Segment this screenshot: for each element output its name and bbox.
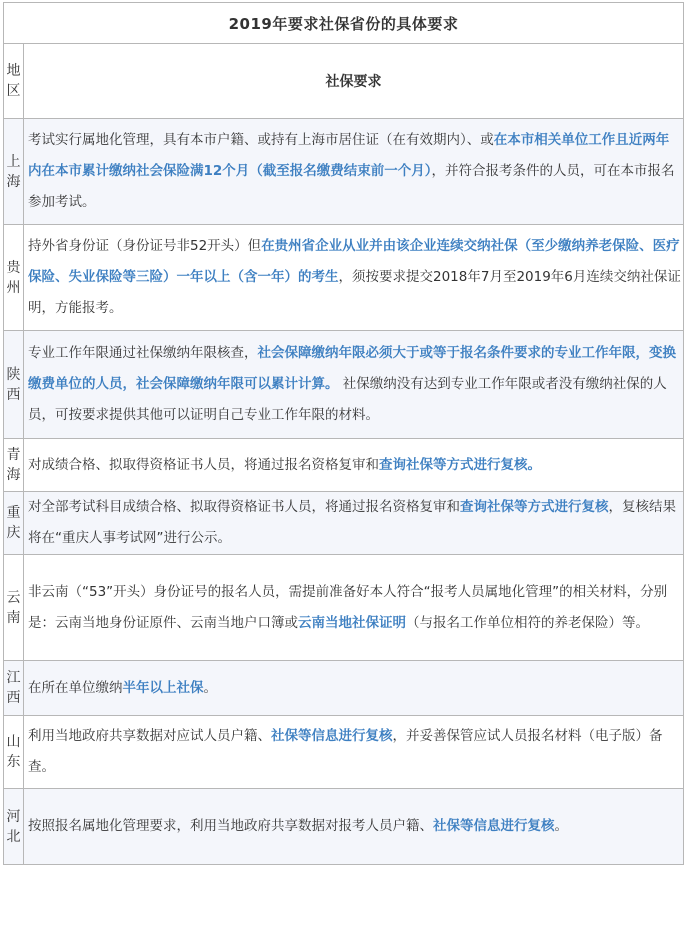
highlighted-requirement-text: 在本市相关单位工作且近两年内在本市累计缴纳社会保险满12个月（截至报名缴费结束前一个月） — [28, 132, 670, 179]
requirement-text: ，须按要求提交2018年7月至2019年6月连续交纳社保证明，方能报考。 — [28, 269, 681, 316]
table-row — [4, 789, 684, 865]
region-cell: 江西 — [4, 661, 24, 716]
region-cell: 重庆 — [4, 492, 24, 555]
requirement-text: 。 — [554, 818, 568, 834]
highlighted-requirement-text: 在贵州省企业从业并由该企业连续交纳社保（至少缴纳养老保险、医疗保险、失业保险等三险）一年以上（含一年）的考生 — [28, 238, 680, 285]
region-cell: 上海 — [4, 119, 24, 225]
requirement-text: ，复核结果将在“重庆人事考试网”进行公示。 — [28, 499, 676, 546]
requirement-cell — [24, 661, 684, 716]
region-cell: 青海 — [4, 439, 24, 492]
requirement-text: 对成绩合格、拟取得资格证书人员，将通过报名资格复审和 — [28, 456, 379, 473]
requirement-text: 在所在单位缴纳 — [28, 679, 123, 696]
highlighted-requirement-text: 半年以上社保 — [122, 679, 204, 696]
region-cell: 陕西 — [4, 331, 24, 439]
highlighted-requirement-text: 查询社保等方式进行复核 — [460, 499, 609, 515]
requirement-text: 利用当地政府共享数据对应试人员户籍、 — [28, 728, 271, 744]
requirement-cell — [24, 492, 684, 555]
requirement-cell — [24, 716, 684, 789]
requirement-cell — [24, 225, 684, 331]
header-row — [4, 44, 684, 119]
table-row — [4, 119, 684, 225]
highlighted-requirement-text: 查询社保等方式进行复核。 — [379, 456, 541, 473]
requirement-text: 持外省身份证（身份证号非52开头）但 — [28, 238, 262, 254]
header-requirement: 社保要求 — [24, 44, 684, 119]
table-row — [4, 716, 684, 789]
table-title: 2019年要求社保省份的具体要求 — [4, 3, 684, 44]
requirement-text: 按照报名属地化管理要求，利用当地政府共享数据对报考人员户籍、 — [28, 818, 433, 834]
table-row — [4, 439, 684, 492]
table-row — [4, 555, 684, 661]
highlighted-requirement-text: 社保等信息进行复核 — [271, 728, 393, 744]
region-cell: 云南 — [4, 555, 24, 661]
page — [3, 2, 683, 865]
highlighted-requirement-text: 社会保障缴纳年限必须大于或等于报名条件要求的专业工作年限，变换缴费单位的人员，社会保障缴纳年限可以累计计算。 — [28, 345, 676, 392]
header-region: 地区 — [4, 44, 24, 119]
requirement-text: ，并妥善保管应试人员报名材料（电子版）备查。 — [28, 728, 663, 775]
table-row — [4, 331, 684, 439]
requirement-cell — [24, 789, 684, 865]
requirement-text: 对全部考试科目成绩合格、拟取得资格证书人员，将通过报名资格复审和 — [28, 499, 460, 515]
requirement-text: ，并符合报考条件的人员，可在本市报名参加考试。 — [28, 163, 675, 210]
title-row — [4, 3, 684, 44]
highlighted-requirement-text: 社保等信息进行复核 — [433, 818, 555, 834]
region-cell: 山东 — [4, 716, 24, 789]
social-security-requirements-table — [3, 2, 684, 865]
table-row — [4, 492, 684, 555]
requirement-text: （与报名工作单位相符的养老保险）等。 — [406, 614, 649, 631]
region-cell: 贵州 — [4, 225, 24, 331]
highlighted-requirement-text: 云南当地社保证明 — [298, 614, 406, 631]
region-cell: 河北 — [4, 789, 24, 865]
requirement-text: 。 — [203, 679, 217, 696]
requirement-text: 非云南（“53”开头）身份证号的报名人员，需提前准备好本人符合“报考人员属地化管理”的相关材料，分别是：云南当地身份证原件、云南当地户口簿或 — [28, 583, 668, 631]
requirement-cell — [24, 119, 684, 225]
table-row — [4, 225, 684, 331]
requirement-cell — [24, 439, 684, 492]
requirement-cell — [24, 555, 684, 661]
requirement-text: 专业工作年限通过社保缴纳年限核查， — [28, 345, 258, 361]
table-row — [4, 661, 684, 716]
requirement-cell — [24, 331, 684, 439]
requirement-text: 社保缴纳没有达到专业工作年限或者没有缴纳社保的人员，可按要求提供其他可以证明自己专业工作年限的材料。 — [28, 376, 667, 423]
requirement-text: 考试实行属地化管理，具有本市户籍、或持有上海市居住证（在有效期内）、或 — [28, 132, 494, 148]
